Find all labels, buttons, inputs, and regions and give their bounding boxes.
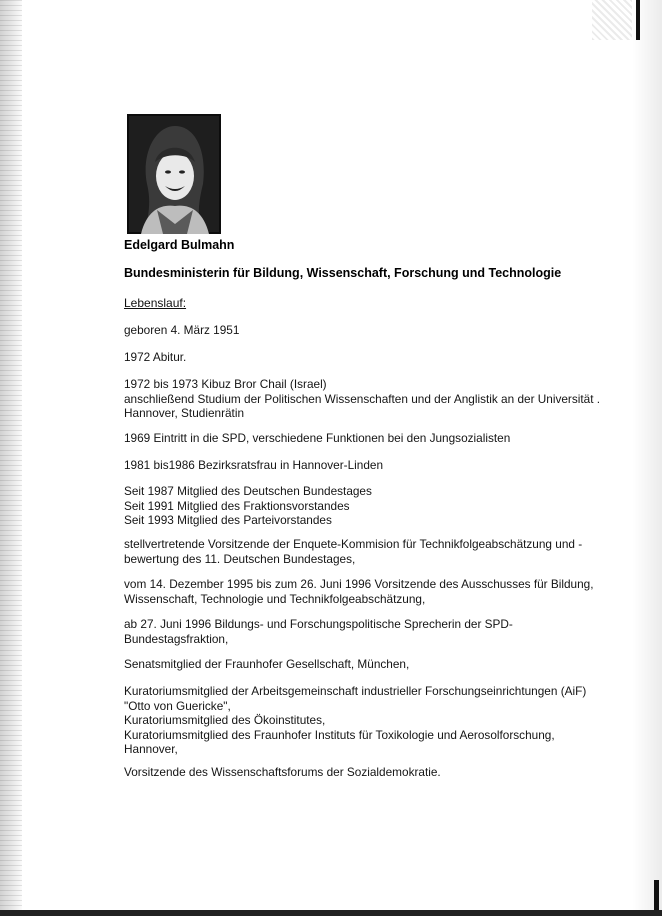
cv-entry-ausschuss: vom 14. Dezember 1995 bis zum 26. Juni 1996 Vorsitzende des Ausschusses für Bildung, Wissenschaft, Technologie und Technikfolgeabschätzung, [124, 577, 594, 606]
cv-entry-bezirksrat: 1981 bis1986 Bezirksratsfrau in Hannover-Linden [124, 458, 384, 472]
scan-edge-bottom [0, 910, 662, 916]
scan-noise [592, 0, 632, 40]
person-name: Edelgard Bulmahn [124, 238, 235, 252]
person-title: Bundesministerin für Bildung, Wissenschaft, Forschung und Technologie [124, 266, 562, 280]
scan-edge-left [0, 0, 22, 916]
cv-entry-sprecherin: ab 27. Juni 1996 Bildungs- und Forschungspolitische Sprecherin der SPD- Bundestagsfraktion, [124, 617, 513, 646]
cv-entry-abitur: 1972 Abitur. [124, 350, 187, 364]
cv-entry-study: 1972 bis 1973 Kibuz Bror Chail (Israel) anschließend Studium der Politischen Wissenschaften und der Anglistik an der Universität . Hannover, Studienrätin [124, 377, 601, 420]
cv-entry-kuratorium: Kuratoriumsmitglied der Arbeitsgemeinschaft industrieller Forschungseinrichtungen (AiF) "Otto von Guericke", Kuratoriumsmitglied des Ökoinstitutes, Kuratoriumsmitglied des Fraunhofer Instituts für Toxikologie und Aerosolforschung, Hannover, [124, 684, 587, 756]
cv-entry-birth: geboren 4. März 1951 [124, 323, 240, 337]
portrait-photo [127, 114, 221, 234]
cv-entry-spd: 1969 Eintritt in die SPD, verschiedene Funktionen bei den Jungsozialisten [124, 431, 511, 445]
cv-heading: Lebenslauf: [124, 296, 187, 310]
cv-entry-bundestag: Seit 1987 Mitglied des Deutschen Bundestages Seit 1991 Mitglied des Fraktionsvorstandes Seit 1993 Mitglied des Parteivorstandes [124, 484, 372, 527]
cv-entry-wissenschaftsforum: Vorsitzende des Wissenschaftsforums der Sozialdemokratie. [124, 765, 441, 779]
cv-entry-enquete: stellvertretende Vorsitzende der Enquete-Kommision für Technikfolgeabschätzung und - bewertung des 11. Deutschen Bundestages, [124, 537, 583, 566]
scan-edge-right [632, 0, 662, 916]
scan-mark-top-right [636, 0, 640, 40]
cv-entry-fraunhofer: Senatsmitglied der Fraunhofer Gesellschaft, München, [124, 657, 410, 671]
